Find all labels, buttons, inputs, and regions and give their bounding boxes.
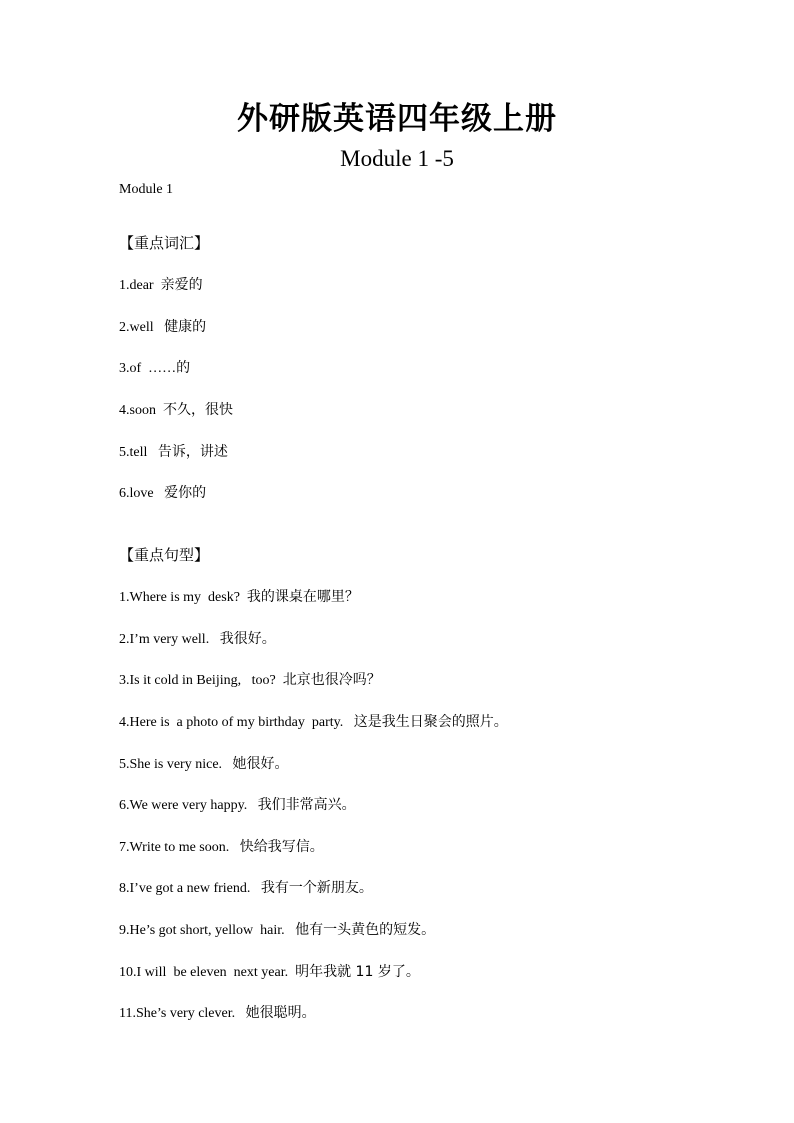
document-title: 外研版英语四年级上册 <box>237 101 557 137</box>
sentence-chinese: 我很好。 <box>219 631 276 647</box>
sentence-chinese: 她很好。 <box>232 756 289 772</box>
sentence-chinese: 这是我生日聚会的照片。 <box>353 714 508 730</box>
sentence-item <box>119 711 508 734</box>
sentence-chinese: 他有一头黄色的短发。 <box>295 922 436 938</box>
sentence-item <box>119 669 381 692</box>
vocabulary-item <box>119 441 228 464</box>
sentence-english: 4.Here is a photo of my birthday party. <box>119 715 354 730</box>
sentence-item <box>119 1002 316 1025</box>
sentence-english: 7.Write to me soon. <box>119 840 240 855</box>
vocabulary-word: 2.well <box>119 320 165 335</box>
sentence-chinese: 北京也很冷吗？ <box>282 672 381 688</box>
sentence-english: 6.We were very happy. <box>119 798 258 813</box>
sentence-english: 2.I’m very well. <box>119 632 220 647</box>
vocabulary-meaning: 健康的 <box>164 319 207 335</box>
sentence-english: 11.She’s very clever. <box>119 1006 246 1021</box>
sentence-item <box>119 961 420 984</box>
module-label: Module 1 <box>119 182 174 197</box>
document-subtitle: Module 1 -5 <box>340 146 454 171</box>
vocabulary-meaning: 爱你的 <box>164 485 207 501</box>
sentence-chinese: 我的课桌在哪里？ <box>246 589 359 605</box>
sentence-item <box>119 628 276 651</box>
sentence-english: 1.Where is my desk? <box>119 590 247 605</box>
vocabulary-item <box>119 482 206 505</box>
vocabulary-item <box>119 316 206 339</box>
sentence-english: 9.He’s got short, yellow hair. <box>119 923 296 938</box>
vocabulary-heading: 【重点词汇】 <box>119 234 210 252</box>
vocabulary-meaning: 告诉，讲述 <box>157 444 228 460</box>
sentences-heading: 【重点句型】 <box>119 546 210 564</box>
vocabulary-item <box>119 357 190 380</box>
sentence-item <box>119 919 435 942</box>
sentence-english: 5.She is very nice. <box>119 757 233 772</box>
vocabulary-meaning: 不久，很快 <box>162 402 233 418</box>
vocabulary-item <box>119 399 233 422</box>
sentence-item <box>119 586 359 609</box>
sentence-item <box>119 794 356 817</box>
sentence-item <box>119 836 324 859</box>
vocabulary-word: 4.soon <box>119 403 163 418</box>
sentence-chinese: 我们非常高兴。 <box>257 797 356 813</box>
vocabulary-word: 3.of …… <box>119 361 177 376</box>
vocabulary-meaning: 亲爱的 <box>160 277 203 293</box>
sentence-english: 3.Is it cold in Beijing, too? <box>119 673 283 688</box>
sentence-english: 8.I’ve got a new friend. <box>119 881 261 896</box>
sentence-chinese: 快给我写信。 <box>239 839 324 855</box>
vocabulary-word: 5.tell <box>119 445 158 460</box>
sentence-chinese: 我有一个新朋友。 <box>260 880 373 896</box>
vocabulary-meaning: 的 <box>176 360 191 376</box>
vocabulary-word: 6.love <box>119 486 165 501</box>
sentence-item <box>119 753 289 776</box>
sentence-item <box>119 877 373 900</box>
sentence-chinese: 她很聪明。 <box>245 1005 316 1021</box>
vocabulary-item <box>119 274 203 297</box>
sentence-english: 10.I will be eleven next year. <box>119 965 296 980</box>
vocabulary-word: 1.dear <box>119 278 161 293</box>
sentence-chinese: 明年我就 11 岁了。 <box>295 964 420 980</box>
